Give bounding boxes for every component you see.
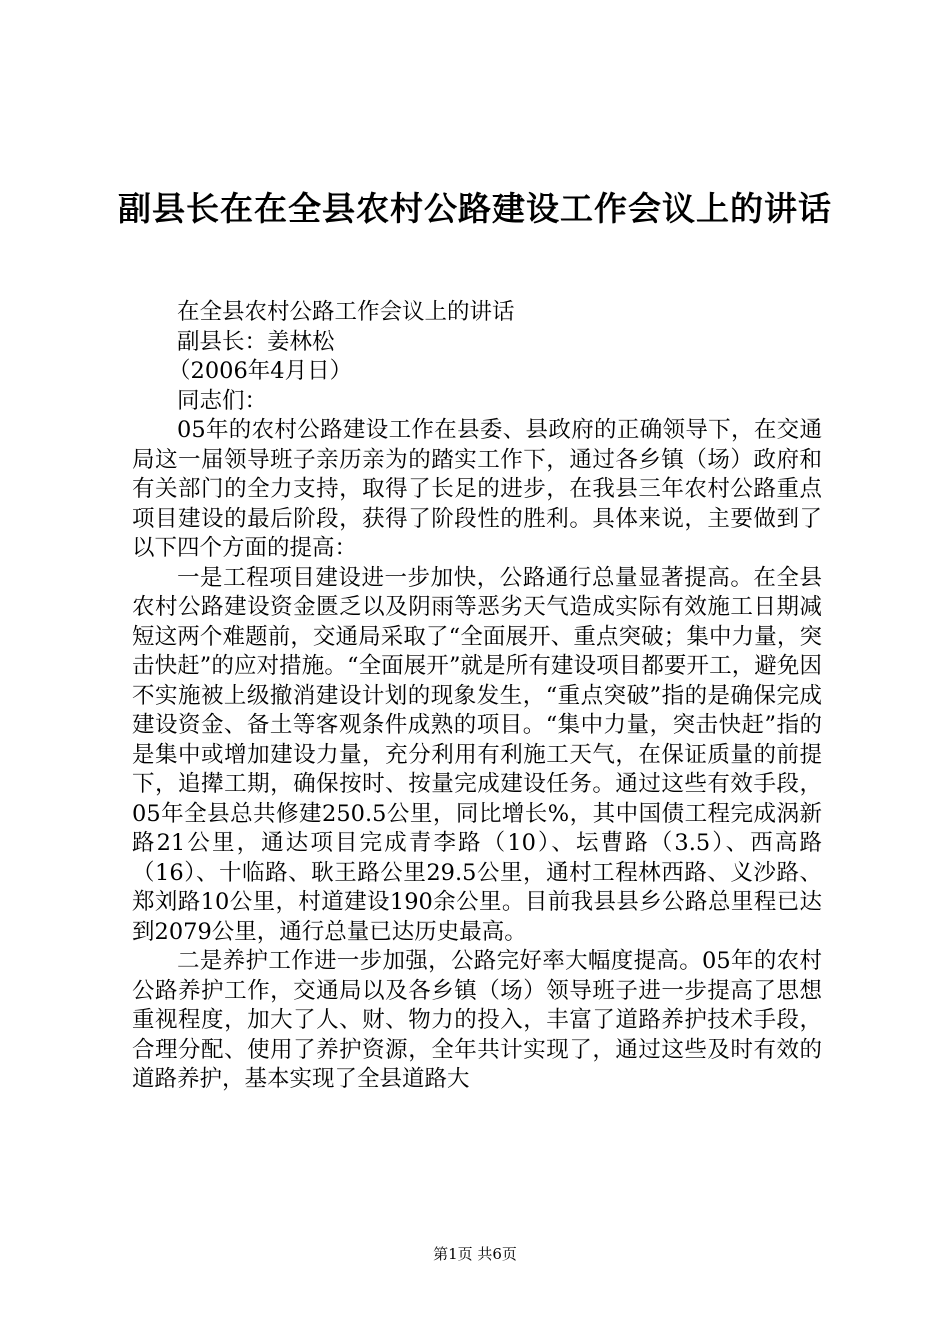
salutation: 同志们： bbox=[177, 387, 268, 414]
body-paragraph: 二是养护工作进一步加强，公路完好率大幅度提高。05年的农村公路养护工作，交通局以及各乡镇（场）领导班子进一步提高了思想重视程度，加大了人、财、物力的投入，丰富了道路养护技术手段，合理分配、使用了养护资源，全年共计实现了，通过这些及时有效的道路养护，基本实现了全县道路大 bbox=[132, 948, 822, 1092]
speech-subtitle: 在全县农村公路工作会议上的讲话 bbox=[177, 299, 515, 325]
document-title: 副县长在在全县农村公路建设工作会议上的讲话 bbox=[118, 189, 832, 228]
body-paragraph: 05年的农村公路建设工作在县委、县政府的正确领导下，在交通局这一届领导班子亲历亲为的踏实工作下，通过各乡镇（场）政府和有关部门的全力支持，取得了长足的进步，在我县三年农村公路重点项目建设的最后阶段，获得了阶段性的胜利。具体来说，主要做到了以下四个方面的提高： bbox=[132, 417, 822, 561]
document-body bbox=[132, 298, 822, 1095]
speaker-line: 副县长：姜林松 bbox=[177, 328, 335, 355]
speech-date: （2006年4月日） bbox=[168, 358, 353, 384]
body-paragraph: 一是工程项目建设进一步加快，公路通行总量显著提高。在全县农村公路建设资金匮乏以及阴雨等恶劣天气造成实际有效施工日期减短这两个难题前，交通局采取了“全面展开、重点突破；集中力量，突击快赶”的应对措施。“全面展开”就是所有建设项目都要开工，避免因不实施被上级撤消建设计划的现象发生，“重点突破”指的是确保完成建设资金、备土等客观条件成熟的项目。“集中力量，突击快赶”指的是集中或增加建设力量，充分利用有利施工天气，在保证质量的前提下，追撵工期，确保按时、按量完成建设任务。通过这些有效手段，05年全县总共修建250.5公里，同比增长%，其中国债工程完成涡新路21公里，通达项目完成青李路（10）、坛曹路（3.5）、西高路（16）、十临路、耿王路公里29.5公里，通村工程林西路、义沙路、郑刘路10公里，村道建设190余公里。目前我县县乡公路总里程已达到2079公里，通行总量已达历史最高。 bbox=[132, 564, 822, 945]
page-footer: 第1页 共6页 bbox=[433, 1245, 517, 1263]
